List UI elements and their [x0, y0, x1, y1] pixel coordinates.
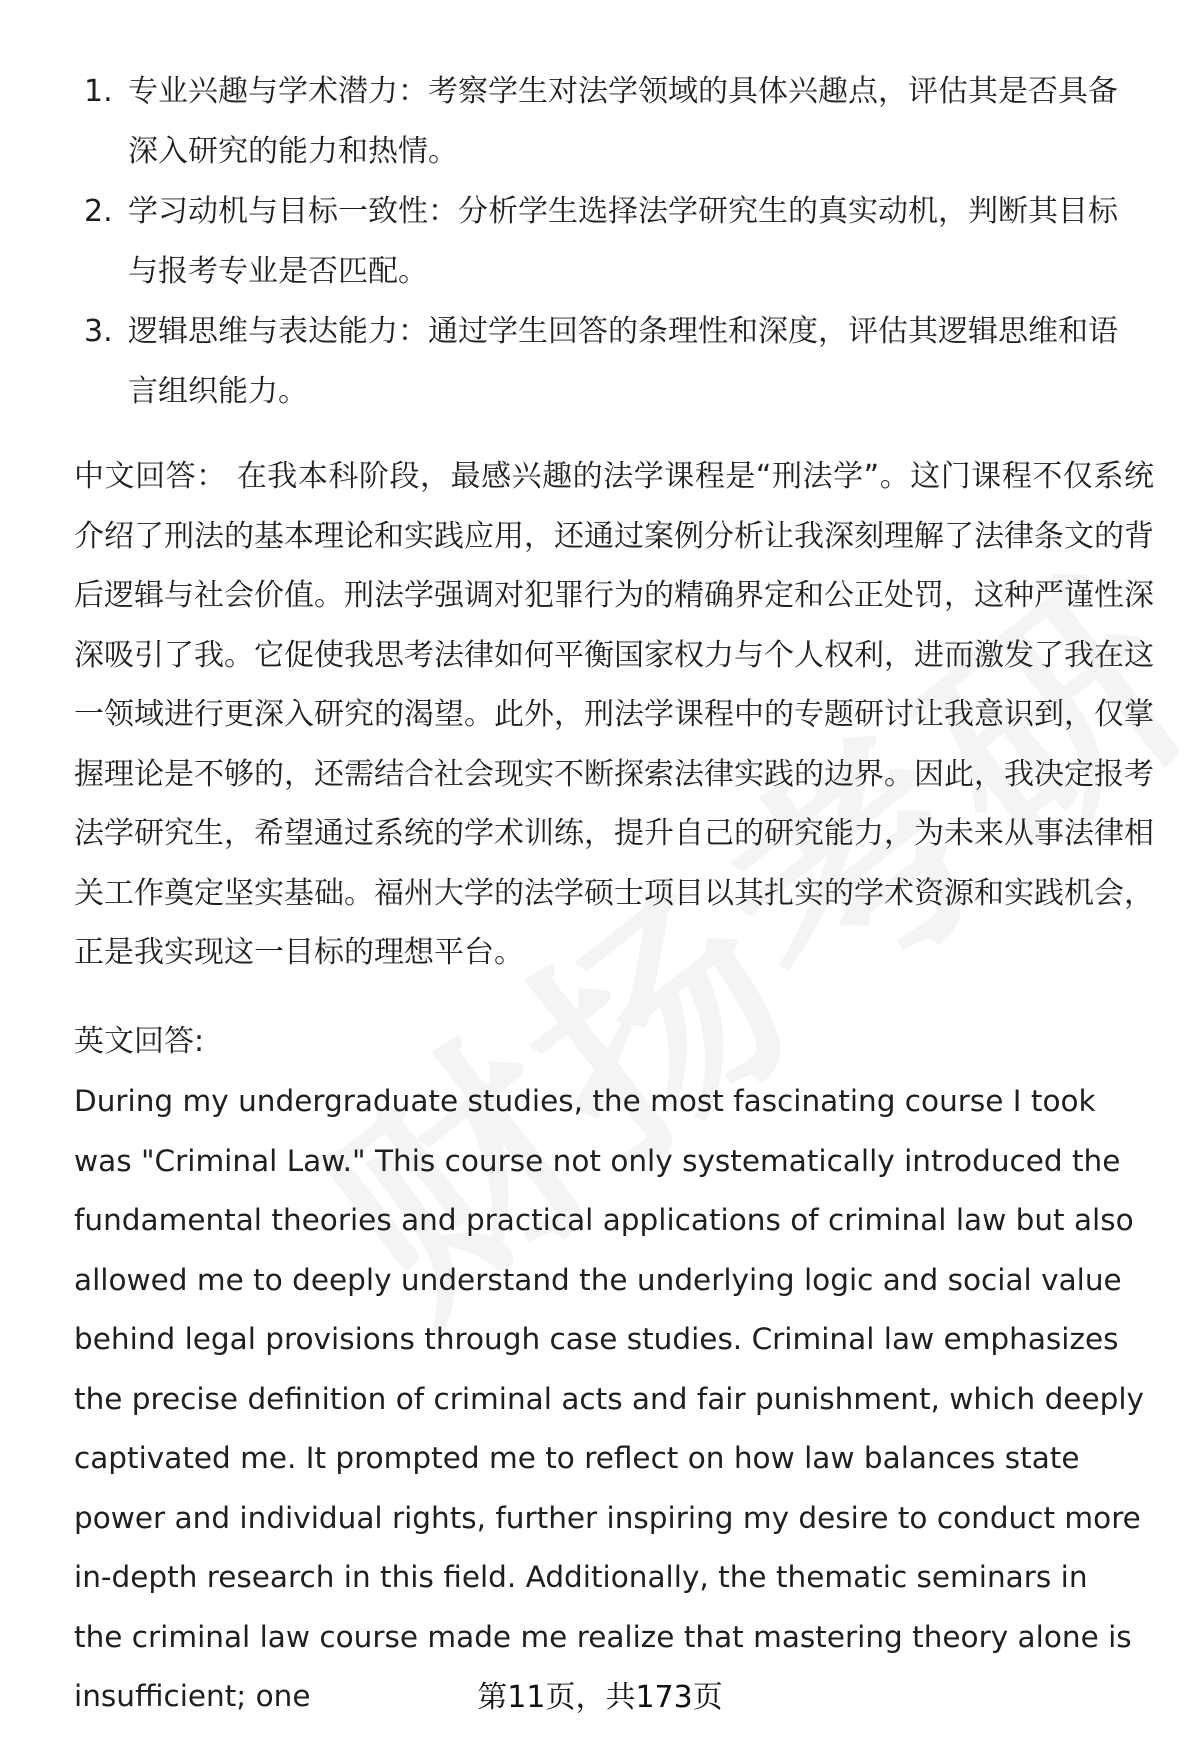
list-item-number: 1. — [84, 74, 113, 109]
list-item-number: 2. — [84, 194, 113, 229]
list-item — [74, 182, 1144, 302]
list-item — [74, 302, 1144, 422]
list-item-text: 学习动机与目标一致性：分析学生选择法学研究生的真实动机，判断其目标与报考专业是否匹配。 — [128, 194, 1118, 289]
english-answer-heading: 英文回答: — [74, 1024, 205, 1059]
list-item-number: 3. — [84, 314, 113, 349]
evaluation-criteria-list — [74, 62, 1144, 422]
list-item-text: 专业兴趣与学术潜力：考察学生对法学领域的具体兴趣点，评估其是否具备深入研究的能力和热情。 — [128, 74, 1118, 169]
chinese-answer-paragraph: 中文回答： 在我本科阶段，最感兴趣的法学课程是“刑法学”。这门课程不仅系统介绍了刑法的基本理论和实践应用，还通过案例分析让我深刻理解了法律条文的背后逻辑与社会价值。刑法学强调对犯罪行为的精确界定和公正处罚，这种严谨性深深吸引了我。它促使我思考法律如何平衡国家权力与个人权利，进而激发了我在这一领域进行更深入研究的渴望。此外，刑法学课程中的专题研讨让我意识到，仅掌握理论是不够的，还需结合社会现实不断探索法律实践的边界。因此，我决定报考法学研究生，希望通过系统的学术训练，提升自己的研究能力，为未来从事法律相关工作奠定坚实基础。福州大学的法学硕士项目以其扎实的学术资源和实践机会，正是我实现这一目标的理想平台。 — [74, 459, 1154, 970]
page-number-footer: 第11页，共173页 — [477, 1680, 723, 1715]
english-answer-paragraph: During my undergraduate studies, the most fascinating course I took was "Criminal Law." This course not only systematically introduced the fundamental theories and practical applications of criminal law but also allowed me to deeply understand the underlying logic and social value behind legal provisions through case studies. Criminal law emphasizes the precise definition of criminal acts and fair punishment, which deeply captivated me. It prompted me to reflect on how law balances state power and individual rights, further inspiring my desire to conduct more in-depth research in this field. Additionally, the thematic seminars in the criminal law course made me realize that mastering theory alone is insufficient; one — [74, 1084, 1144, 1713]
list-item — [74, 62, 1144, 182]
list-item-text: 逻辑思维与表达能力：通过学生回答的条理性和深度，评估其逻辑思维和语言组织能力。 — [128, 314, 1118, 409]
